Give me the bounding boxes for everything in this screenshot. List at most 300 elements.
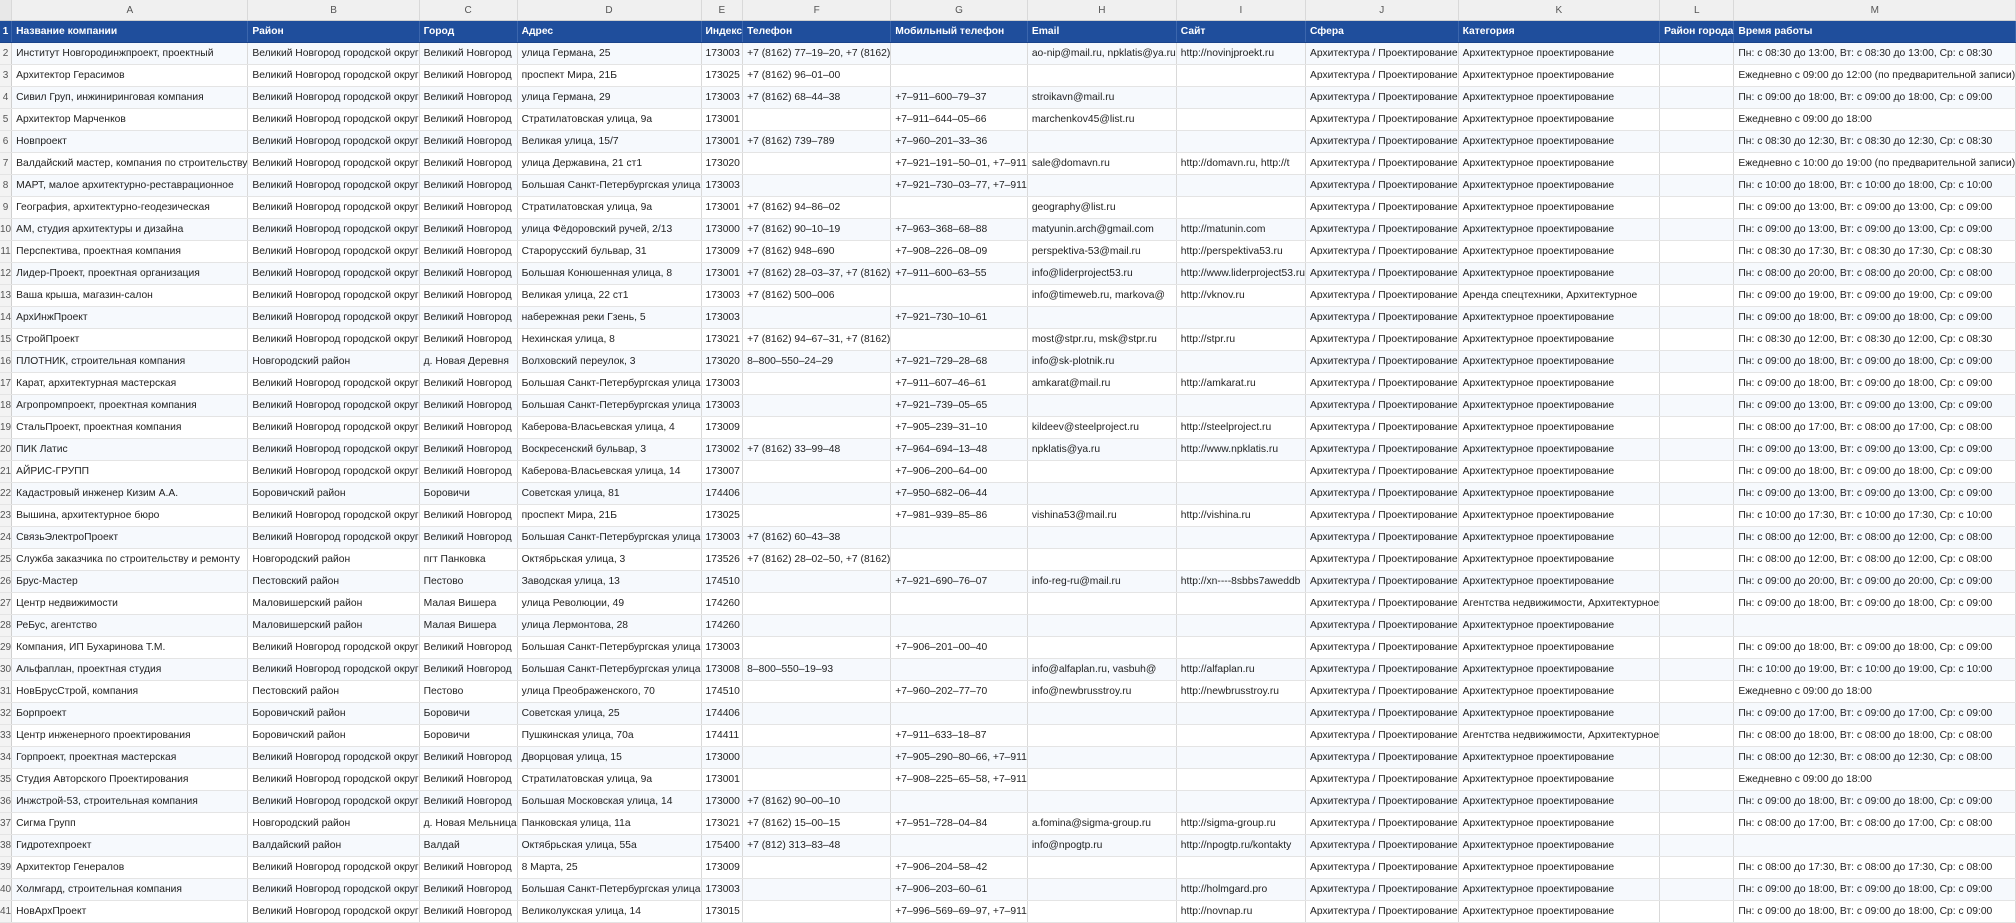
table-cell[interactable]: +7 (8162) 90–00–10 [743,791,891,813]
table-cell[interactable]: Перспектива, проектная компания [12,241,248,263]
header-cell[interactable]: Индекс [701,21,743,43]
row-number[interactable]: 24 [0,527,12,549]
table-cell[interactable] [1660,175,1734,197]
row-number[interactable]: 27 [0,593,12,615]
table-cell[interactable]: 173526 [701,549,743,571]
header-cell[interactable]: Район города [1660,21,1734,43]
table-cell[interactable] [1660,505,1734,527]
table-cell[interactable]: 173000 [701,747,743,769]
table-cell[interactable]: Великий Новгород [419,637,517,659]
table-cell[interactable] [1660,417,1734,439]
table-cell[interactable]: http://newbrusstroy.ru [1176,681,1305,703]
table-cell[interactable]: info@sk-plotnik.ru [1027,351,1176,373]
table-cell[interactable]: Новгородский район [248,813,419,835]
table-cell[interactable]: проспект Мира, 21Б [517,505,701,527]
table-cell[interactable] [743,725,891,747]
table-cell[interactable] [1660,527,1734,549]
table-cell[interactable]: Боровичский район [248,483,419,505]
table-cell[interactable]: Великий Новгород городской округ [248,395,419,417]
table-cell[interactable] [1027,131,1176,153]
table-cell[interactable]: Великий Новгород [419,527,517,549]
table-cell[interactable]: Пн: с 09:00 до 18:00, Вт: с 09:00 до 18:00, Ср: с 09:00 [1734,351,2016,373]
table-cell[interactable]: Великий Новгород [419,285,517,307]
table-cell[interactable]: Панковская улица, 11а [517,813,701,835]
column-header[interactable]: J [1305,0,1458,21]
table-cell[interactable]: Архитектура / Проектирование [1305,175,1458,197]
table-cell[interactable]: Сигма Групп [12,813,248,835]
table-cell[interactable]: amkarat@mail.ru [1027,373,1176,395]
table-cell[interactable]: АрхИнжПроект [12,307,248,329]
table-cell[interactable] [743,153,891,175]
table-cell[interactable]: Архитектура / Проектирование [1305,593,1458,615]
row-number[interactable]: 5 [0,109,12,131]
header-cell[interactable]: Телефон [743,21,891,43]
table-cell[interactable]: улица Германа, 25 [517,43,701,65]
table-cell[interactable]: Архитектурное проектирование [1458,307,1659,329]
table-cell[interactable]: +7–981–939–85–86 [891,505,1028,527]
table-cell[interactable]: Великая улица, 22 ст1 [517,285,701,307]
table-cell[interactable] [743,593,891,615]
table-cell[interactable]: Великий Новгород городской округ [248,263,419,285]
table-cell[interactable]: Большая Санкт-Петербургская улица [517,527,701,549]
column-header[interactable]: A [12,0,248,21]
table-cell[interactable] [1660,879,1734,901]
table-cell[interactable]: +7–921–191–50–01, +7–911 [891,153,1028,175]
table-cell[interactable] [891,527,1028,549]
table-cell[interactable] [1027,725,1176,747]
table-cell[interactable]: Великий Новгород [419,131,517,153]
table-cell[interactable]: Великий Новгород [419,307,517,329]
table-cell[interactable]: http://holmgard.pro [1176,879,1305,901]
table-cell[interactable]: Пн: с 09:00 до 13:00, Вт: с 09:00 до 13:00, Ср: с 09:00 [1734,197,2016,219]
table-cell[interactable]: info@newbrusstroy.ru [1027,681,1176,703]
table-cell[interactable]: Архитектура / Проектирование [1305,439,1458,461]
table-cell[interactable] [743,747,891,769]
table-cell[interactable] [743,307,891,329]
table-cell[interactable]: Великий Новгород городской округ [248,131,419,153]
table-cell[interactable]: Архитектура / Проектирование [1305,527,1458,549]
table-cell[interactable]: 174510 [701,681,743,703]
table-cell[interactable]: Пн: с 09:00 до 13:00, Вт: с 09:00 до 13:00, Ср: с 09:00 [1734,483,2016,505]
row-number[interactable]: 40 [0,879,12,901]
table-cell[interactable] [1027,307,1176,329]
table-cell[interactable]: Великий Новгород городской округ [248,43,419,65]
table-cell[interactable]: Архитектура / Проектирование [1305,131,1458,153]
table-cell[interactable]: 174411 [701,725,743,747]
table-cell[interactable]: info-reg-ru@mail.ru [1027,571,1176,593]
table-cell[interactable]: Пн: с 08:00 до 12:00, Вт: с 08:00 до 12:00, Ср: с 08:00 [1734,527,2016,549]
table-cell[interactable] [1660,351,1734,373]
table-cell[interactable]: Большая Санкт-Петербургская улица [517,637,701,659]
table-cell[interactable]: Пн: с 08:00 до 18:00, Вт: с 08:00 до 18:00, Ср: с 08:00 [1734,725,2016,747]
table-cell[interactable] [1660,153,1734,175]
row-number[interactable]: 36 [0,791,12,813]
table-cell[interactable]: Центр инженерного проектирования [12,725,248,747]
table-cell[interactable]: +7–921–730–03–77, +7–911 [891,175,1028,197]
table-cell[interactable]: ao-nip@mail.ru, npklatis@ya.ru [1027,43,1176,65]
table-cell[interactable]: Карат, архитектурная мастерская [12,373,248,395]
table-cell[interactable]: Великий Новгород городской округ [248,637,419,659]
table-cell[interactable]: +7–960–202–77–70 [891,681,1028,703]
table-cell[interactable]: Советская улица, 81 [517,483,701,505]
table-cell[interactable]: Архитектурное проектирование [1458,703,1659,725]
table-cell[interactable] [1176,395,1305,417]
table-cell[interactable]: Новгородский район [248,549,419,571]
table-cell[interactable]: Архитектура / Проектирование [1305,813,1458,835]
table-cell[interactable]: Архитектурное проектирование [1458,637,1659,659]
header-cell[interactable]: Мобильный телефон [891,21,1028,43]
row-number[interactable]: 23 [0,505,12,527]
table-cell[interactable]: 174260 [701,593,743,615]
table-cell[interactable] [1660,43,1734,65]
table-cell[interactable]: +7 (8162) 68–44–38 [743,87,891,109]
table-cell[interactable]: Архитектура / Проектирование [1305,351,1458,373]
table-cell[interactable]: Пн: с 10:00 до 18:00, Вт: с 10:00 до 18:00, Ср: с 10:00 [1734,175,2016,197]
table-cell[interactable]: МАРТ, малое архитектурно-реставрационное [12,175,248,197]
table-cell[interactable] [1176,769,1305,791]
table-cell[interactable]: Боровичи [419,703,517,725]
table-cell[interactable] [1660,483,1734,505]
table-cell[interactable]: Великий Новгород [419,329,517,351]
table-cell[interactable]: улица Лермонтова, 28 [517,615,701,637]
table-cell[interactable]: Архитектурное проектирование [1458,131,1659,153]
table-cell[interactable] [1660,593,1734,615]
table-cell[interactable]: 173021 [701,813,743,835]
table-cell[interactable] [1176,87,1305,109]
table-cell[interactable]: Пн: с 08:30 до 17:30, Вт: с 08:30 до 17:30, Ср: с 08:30 [1734,241,2016,263]
table-cell[interactable]: http://alfaplan.ru [1176,659,1305,681]
table-cell[interactable]: Архитектура / Проектирование [1305,769,1458,791]
table-cell[interactable] [891,835,1028,857]
column-header[interactable]: M [1734,0,2016,21]
table-cell[interactable]: Архитектурное проектирование [1458,219,1659,241]
table-cell[interactable]: a.fomina@sigma-group.ru [1027,813,1176,835]
table-cell[interactable]: д. Новая Мельница [419,813,517,835]
table-cell[interactable]: Пестовский район [248,571,419,593]
table-cell[interactable]: Архитектурное проектирование [1458,505,1659,527]
table-cell[interactable]: Великий Новгород [419,153,517,175]
table-cell[interactable] [1176,615,1305,637]
table-cell[interactable]: Валдай [419,835,517,857]
table-cell[interactable]: Архитектурное проектирование [1458,351,1659,373]
table-cell[interactable]: Архитектура / Проектирование [1305,791,1458,813]
table-cell[interactable]: Волховский переулок, 3 [517,351,701,373]
table-cell[interactable]: НовБрусСтрой, компания [12,681,248,703]
table-cell[interactable]: Холмгард, строительная компания [12,879,248,901]
table-cell[interactable]: Архитектурное проектирование [1458,197,1659,219]
table-cell[interactable]: +7 (8162) 94–86–02 [743,197,891,219]
table-cell[interactable]: 173015 [701,901,743,923]
table-cell[interactable] [1660,131,1734,153]
table-cell[interactable]: Архитектурное проектирование [1458,857,1659,879]
table-cell[interactable]: 8 Марта, 25 [517,857,701,879]
table-cell[interactable]: 173000 [701,791,743,813]
table-cell[interactable]: Великий Новгород городской округ [248,769,419,791]
table-cell[interactable]: 174260 [701,615,743,637]
table-cell[interactable]: Великий Новгород городской округ [248,175,419,197]
table-cell[interactable]: Архитектурное проектирование [1458,571,1659,593]
table-cell[interactable] [1027,527,1176,549]
table-cell[interactable] [1176,175,1305,197]
table-cell[interactable]: +7–905–290–80–66, +7–911 [891,747,1028,769]
table-cell[interactable]: Великий Новгород [419,263,517,285]
table-cell[interactable] [1027,461,1176,483]
table-cell[interactable]: Октябрьская улица, 3 [517,549,701,571]
table-cell[interactable] [1027,857,1176,879]
table-cell[interactable]: НовАрхПроект [12,901,248,923]
table-cell[interactable] [891,549,1028,571]
row-number[interactable]: 38 [0,835,12,857]
table-cell[interactable] [1176,857,1305,879]
table-cell[interactable]: +7 (8162) 15–00–15 [743,813,891,835]
table-cell[interactable]: Великий Новгород [419,769,517,791]
table-cell[interactable] [1660,835,1734,857]
table-cell[interactable] [891,593,1028,615]
table-cell[interactable] [1660,307,1734,329]
table-cell[interactable]: Архитектура / Проектирование [1305,153,1458,175]
table-cell[interactable] [891,791,1028,813]
row-number[interactable]: 31 [0,681,12,703]
column-header[interactable]: E [701,0,743,21]
table-cell[interactable]: Горпроект, проектная мастерская [12,747,248,769]
table-cell[interactable]: Пестовский район [248,681,419,703]
table-cell[interactable]: Великий Новгород [419,879,517,901]
row-number[interactable]: 2 [0,43,12,65]
table-cell[interactable] [1660,373,1734,395]
table-cell[interactable]: Великий Новгород городской округ [248,87,419,109]
table-cell[interactable]: +7–963–368–68–88 [891,219,1028,241]
table-cell[interactable]: РеБус, агентство [12,615,248,637]
table-cell[interactable]: Архитектурное проектирование [1458,747,1659,769]
table-cell[interactable]: Новгородский район [248,351,419,373]
table-cell[interactable]: СтальПроект, проектная компания [12,417,248,439]
table-cell[interactable]: Малая Вишера [419,593,517,615]
table-cell[interactable]: http://amkarat.ru [1176,373,1305,395]
table-cell[interactable]: Архитектура / Проектирование [1305,329,1458,351]
table-cell[interactable]: Архитектура / Проектирование [1305,901,1458,923]
table-cell[interactable] [1660,681,1734,703]
table-cell[interactable] [1660,813,1734,835]
row-number[interactable]: 3 [0,65,12,87]
table-cell[interactable]: ПЛОТНИК, строительная компания [12,351,248,373]
table-cell[interactable] [1176,109,1305,131]
row-number[interactable]: 7 [0,153,12,175]
table-cell[interactable] [891,703,1028,725]
table-cell[interactable]: Пн: с 08:30 до 13:00, Вт: с 08:30 до 13:00, Ср: с 08:30 [1734,43,2016,65]
table-cell[interactable]: 173025 [701,65,743,87]
row-number[interactable]: 13 [0,285,12,307]
table-cell[interactable] [1660,659,1734,681]
table-cell[interactable]: Институт Новгородинжпроект, проектный [12,43,248,65]
table-cell[interactable] [1027,615,1176,637]
table-cell[interactable]: Новпроект [12,131,248,153]
table-cell[interactable]: Архитектура / Проектирование [1305,703,1458,725]
table-cell[interactable]: Великий Новгород [419,439,517,461]
table-cell[interactable]: Боровичский район [248,725,419,747]
table-cell[interactable] [1176,65,1305,87]
table-cell[interactable]: Пн: с 09:00 до 18:00, Вт: с 09:00 до 18:00, Ср: с 09:00 [1734,461,2016,483]
table-cell[interactable]: Ежедневно с 09:00 до 18:00 [1734,681,2016,703]
table-cell[interactable]: Старорусский бульвар, 31 [517,241,701,263]
table-cell[interactable] [1176,703,1305,725]
table-cell[interactable] [1660,901,1734,923]
table-cell[interactable]: Архитектура / Проектирование [1305,571,1458,593]
table-cell[interactable]: +7–906–201–00–40 [891,637,1028,659]
table-cell[interactable] [743,615,891,637]
header-cell[interactable]: Время работы [1734,21,2016,43]
table-cell[interactable]: +7 (8162) 77–19–20, +7 (8162) [743,43,891,65]
table-cell[interactable]: 173003 [701,43,743,65]
table-cell[interactable]: 173003 [701,879,743,901]
table-cell[interactable] [1660,769,1734,791]
table-cell[interactable]: Архитектурное проектирование [1458,175,1659,197]
row-number[interactable]: 19 [0,417,12,439]
table-cell[interactable]: Архитектура / Проектирование [1305,219,1458,241]
table-cell[interactable] [1176,461,1305,483]
table-cell[interactable]: Вышина, архитектурное бюро [12,505,248,527]
table-cell[interactable]: Стратилатовская улица, 9а [517,769,701,791]
table-cell[interactable]: 173009 [701,417,743,439]
table-cell[interactable] [891,615,1028,637]
row-number[interactable]: 37 [0,813,12,835]
header-cell[interactable]: Название компании [12,21,248,43]
table-cell[interactable]: +7–911–600–79–37 [891,87,1028,109]
table-cell[interactable]: Воскресенский бульвар, 3 [517,439,701,461]
table-cell[interactable]: Пн: с 08:00 до 17:00, Вт: с 08:00 до 17:00, Ср: с 08:00 [1734,417,2016,439]
table-cell[interactable] [1176,131,1305,153]
table-cell[interactable]: 8–800–550–24–29 [743,351,891,373]
table-cell[interactable]: Сивил Груп, инжиниринговая компания [12,87,248,109]
table-cell[interactable]: Пн: с 09:00 до 18:00, Вт: с 09:00 до 18:00, Ср: с 09:00 [1734,87,2016,109]
table-cell[interactable] [1027,483,1176,505]
row-number[interactable]: 22 [0,483,12,505]
table-cell[interactable]: http://www.liderproject53.ru [1176,263,1305,285]
row-number[interactable]: 21 [0,461,12,483]
table-cell[interactable]: Архитектура / Проектирование [1305,65,1458,87]
table-cell[interactable]: Большая Санкт-Петербургская улица [517,395,701,417]
table-cell[interactable]: Компания, ИП Бухаринова Т.М. [12,637,248,659]
table-cell[interactable]: Великий Новгород городской округ [248,241,419,263]
table-cell[interactable]: +7 (8162) 96–01–00 [743,65,891,87]
row-number[interactable]: 6 [0,131,12,153]
row-number[interactable]: 33 [0,725,12,747]
table-cell[interactable]: 173000 [701,219,743,241]
table-cell[interactable]: Большая Московская улица, 14 [517,791,701,813]
table-cell[interactable]: СтройПроект [12,329,248,351]
table-cell[interactable]: Архитектурное проектирование [1458,901,1659,923]
column-header[interactable]: I [1176,0,1305,21]
table-cell[interactable]: Боровичский район [248,703,419,725]
table-cell[interactable]: Архитектура / Проектирование [1305,505,1458,527]
table-cell[interactable]: Ваша крыша, магазин-салон [12,285,248,307]
header-cell[interactable]: Адрес [517,21,701,43]
table-cell[interactable]: +7–906–204–58–42 [891,857,1028,879]
table-cell[interactable]: Пн: с 10:00 до 19:00, Вт: с 10:00 до 19:00, Ср: с 10:00 [1734,659,2016,681]
table-cell[interactable]: Большая Санкт-Петербургская улица [517,175,701,197]
table-cell[interactable]: +7–911–607–46–61 [891,373,1028,395]
table-cell[interactable]: +7–908–225–65–58, +7–911 [891,769,1028,791]
select-all-corner[interactable] [0,0,12,21]
table-cell[interactable] [1176,197,1305,219]
row-number[interactable]: 29 [0,637,12,659]
table-cell[interactable]: Архитектурное проектирование [1458,417,1659,439]
table-cell[interactable] [743,769,891,791]
table-cell[interactable]: Центр недвижимости [12,593,248,615]
table-cell[interactable]: Лидер-Проект, проектная организация [12,263,248,285]
table-cell[interactable] [1660,747,1734,769]
table-cell[interactable]: +7–911–644–05–66 [891,109,1028,131]
table-cell[interactable]: Пн: с 09:00 до 17:00, Вт: с 09:00 до 17:00, Ср: с 09:00 [1734,703,2016,725]
table-cell[interactable]: 173001 [701,131,743,153]
table-cell[interactable]: Архитектура / Проектирование [1305,263,1458,285]
table-cell[interactable]: +7–906–200–64–00 [891,461,1028,483]
table-cell[interactable]: Малая Вишера [419,615,517,637]
table-cell[interactable]: http://npogtp.ru/kontakty [1176,835,1305,857]
header-cell[interactable]: Город [419,21,517,43]
table-cell[interactable] [1176,637,1305,659]
table-cell[interactable]: Архитектура / Проектирование [1305,43,1458,65]
table-cell[interactable]: +7–921–730–10–61 [891,307,1028,329]
header-cell[interactable]: Район [248,21,419,43]
table-cell[interactable] [1660,615,1734,637]
table-cell[interactable]: Пестово [419,571,517,593]
table-cell[interactable]: +7 (8162) 60–43–38 [743,527,891,549]
table-cell[interactable]: Архитектура / Проектирование [1305,857,1458,879]
table-cell[interactable]: Заводская улица, 13 [517,571,701,593]
table-cell[interactable]: Ежедневно с 10:00 до 19:00 (по предварительной записи) [1734,153,2016,175]
table-cell[interactable]: +7 (812) 313–83–48 [743,835,891,857]
table-cell[interactable]: Архитектурное проектирование [1458,109,1659,131]
table-cell[interactable]: +7 (8162) 500–006 [743,285,891,307]
table-cell[interactable]: Архитектурное проектирование [1458,549,1659,571]
table-cell[interactable]: Архитектурное проектирование [1458,769,1659,791]
table-cell[interactable]: Архитектура / Проектирование [1305,483,1458,505]
table-cell[interactable]: 173003 [701,395,743,417]
table-cell[interactable]: Архитектор Генералов [12,857,248,879]
table-cell[interactable]: Пн: с 08:00 до 12:00, Вт: с 08:00 до 12:00, Ср: с 08:00 [1734,549,2016,571]
table-cell[interactable]: +7–951–728–04–84 [891,813,1028,835]
table-cell[interactable] [891,285,1028,307]
table-cell[interactable] [1734,615,2016,637]
table-cell[interactable]: geography@list.ru [1027,197,1176,219]
table-cell[interactable]: улица Преображенского, 70 [517,681,701,703]
table-cell[interactable] [891,43,1028,65]
table-cell[interactable] [1176,593,1305,615]
table-cell[interactable]: http://perspektiva53.ru [1176,241,1305,263]
table-cell[interactable]: Архитектурное проектирование [1458,87,1659,109]
table-cell[interactable] [1176,483,1305,505]
table-cell[interactable] [1176,307,1305,329]
table-cell[interactable] [743,417,891,439]
table-cell[interactable]: Архитектурное проектирование [1458,43,1659,65]
table-cell[interactable]: 174406 [701,703,743,725]
table-cell[interactable]: Агропромпроект, проектная компания [12,395,248,417]
table-cell[interactable] [1660,285,1734,307]
table-cell[interactable]: kildeev@steelproject.ru [1027,417,1176,439]
table-cell[interactable]: Архитектура / Проектирование [1305,549,1458,571]
table-cell[interactable]: +7–905–239–31–10 [891,417,1028,439]
table-cell[interactable] [1176,351,1305,373]
table-cell[interactable]: Боровичи [419,725,517,747]
table-cell[interactable] [1660,725,1734,747]
table-cell[interactable]: +7–960–201–33–36 [891,131,1028,153]
table-cell[interactable]: 173001 [701,109,743,131]
row-number[interactable]: 8 [0,175,12,197]
table-cell[interactable]: Великий Новгород [419,395,517,417]
table-cell[interactable]: улица Державина, 21 ст1 [517,153,701,175]
row-number[interactable]: 26 [0,571,12,593]
table-cell[interactable] [743,637,891,659]
